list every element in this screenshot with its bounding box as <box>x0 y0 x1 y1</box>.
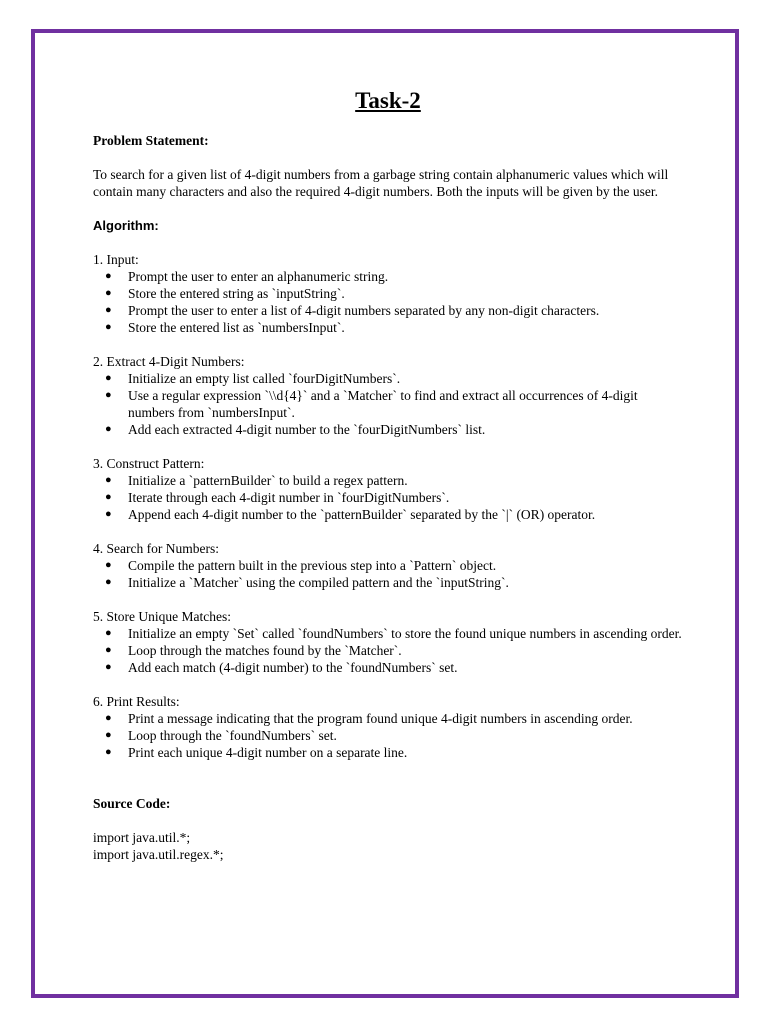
bullet-icon: ● <box>105 287 112 299</box>
list-item: ● Use a regular expression `\\d{4}` and a `Matcher` to find and extract all occurrences of 4-digit numbers from `numbersInput`. <box>105 388 638 420</box>
bullet-icon: ● <box>105 559 112 571</box>
bullet-icon: ● <box>105 304 112 316</box>
list-item: ● Print each unique 4-digit number on a separate line. <box>105 745 408 760</box>
page-title: Task-2 <box>355 88 421 113</box>
list-item: ● Initialize a `Matcher` using the compiled pattern and the `inputString`. <box>105 575 509 590</box>
code-line: import java.util.*; <box>93 830 191 845</box>
bullet-icon: ● <box>105 491 112 503</box>
list-item: ● Loop through the matches found by the `Matcher`. <box>105 643 402 658</box>
step-list <box>93 370 683 438</box>
algorithm-step <box>93 693 683 761</box>
algorithm-step <box>93 251 683 336</box>
code-line: import java.util.regex.*; <box>93 847 224 862</box>
bullet-icon: ● <box>105 576 112 588</box>
list-item: ● Initialize a `patternBuilder` to build a regex pattern. <box>105 473 408 488</box>
bullet-icon: ● <box>105 644 112 656</box>
source-code-heading: Source Code: <box>93 796 171 811</box>
list-item: ● Prompt the user to enter a list of 4-digit numbers separated by any non-digit characters. <box>105 303 600 318</box>
step-list <box>93 472 683 523</box>
bullet-icon: ● <box>105 389 112 401</box>
algorithm-step <box>93 353 683 438</box>
bullet-icon: ● <box>105 372 112 384</box>
bullet-icon: ● <box>105 746 112 758</box>
list-item: ● Store the entered list as `numbersInput`. <box>105 320 345 335</box>
step-list <box>93 625 683 676</box>
list-item: ● Loop through the `foundNumbers` set. <box>105 728 337 743</box>
step-list <box>93 268 683 336</box>
list-item: ● Add each extracted 4-digit number to the `fourDigitNumbers` list. <box>105 422 486 437</box>
step-list <box>93 557 683 591</box>
list-item: ● Prompt the user to enter an alphanumeric string. <box>105 269 389 284</box>
bullet-icon: ● <box>105 627 112 639</box>
bullet-icon: ● <box>105 474 112 486</box>
bullet-icon: ● <box>105 270 112 282</box>
problem-statement-heading: Problem Statement: <box>93 133 209 148</box>
step-title: 6. Print Results: <box>93 694 180 709</box>
algorithm-heading: Algorithm: <box>93 218 159 233</box>
list-item: ● Add each match (4-digit number) to the `foundNumbers` set. <box>105 660 458 675</box>
list-item: ● Iterate through each 4-digit number in `fourDigitNumbers`. <box>105 490 450 505</box>
bullet-icon: ● <box>105 712 112 724</box>
step-list <box>93 710 683 761</box>
bullet-icon: ● <box>105 661 112 673</box>
list-item: ● Initialize an empty `Set` called `foundNumbers` to store the found unique numbers in ascending order. <box>105 626 682 641</box>
bullet-icon: ● <box>105 423 112 435</box>
problem-statement-text: To search for a given list of 4-digit numbers from a garbage string contain alphanumeric values which will contain many characters and also the required 4-digit numbers. Both the inputs will be given by the user. <box>93 167 669 199</box>
step-title: 4. Search for Numbers: <box>93 541 219 556</box>
algorithm-step <box>93 455 683 523</box>
bullet-icon: ● <box>105 729 112 741</box>
list-item: ● Compile the pattern built in the previous step into a `Pattern` object. <box>105 558 497 573</box>
bullet-icon: ● <box>105 321 112 333</box>
algorithm-step <box>93 608 683 676</box>
algorithm-step <box>93 540 683 591</box>
document-content <box>93 86 683 863</box>
step-title: 1. Input: <box>93 252 139 267</box>
list-item: ● Store the entered string as `inputString`. <box>105 286 345 301</box>
bullet-icon: ● <box>105 508 112 520</box>
list-item: ● Append each 4-digit number to the `patternBuilder` separated by the `|` (OR) operator. <box>105 507 596 522</box>
step-title: 2. Extract 4-Digit Numbers: <box>93 354 245 369</box>
list-item: ● Print a message indicating that the program found unique 4-digit numbers in ascending order. <box>105 711 633 726</box>
step-title: 3. Construct Pattern: <box>93 456 205 471</box>
list-item: ● Initialize an empty list called `fourDigitNumbers`. <box>105 371 401 386</box>
step-title: 5. Store Unique Matches: <box>93 609 231 624</box>
